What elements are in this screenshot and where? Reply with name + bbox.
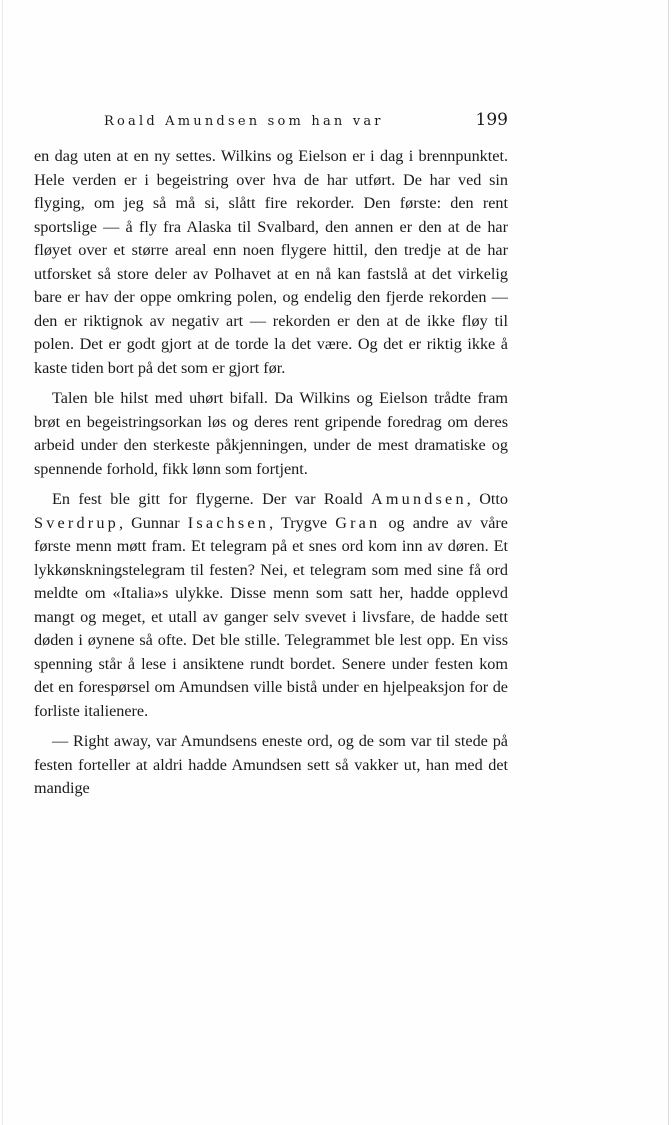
body-text	[34, 145, 508, 801]
page-edge-right	[668, 0, 669, 1125]
paragraph-3-segment: , Trygve	[269, 513, 336, 532]
paragraph-2: Talen ble hilst med uhørt bifall. Da Wilkins og Eielson trådte fram brøt en begeistringsorkan løs og deres rent gripende foredrag om deres arbeid under den sterkeste påkjenningen, under de mest dramatiske og spennende forhold, fikk lønn som fortjent.	[34, 389, 508, 478]
paragraph-3-segment: , Otto	[466, 490, 509, 508]
page-edge-left	[2, 0, 3, 1125]
paragraph-4: — Right away, var Amundsens eneste ord, og de som var til stede på festen forteller at aldri hadde Amundsen sett så vakker ut, han med det mandige	[34, 732, 508, 797]
spaced-name-isachsen: Isachsen	[187, 513, 270, 532]
spaced-name-sverdrup: Sverdrup	[34, 513, 119, 532]
spaced-name-amundsen: Amundsen	[371, 490, 467, 508]
paragraph-1: en dag uten at en ny settes. Wilkins og Eielson er i dag i brennpunktet. Hele verden er i begeistring over hva de har utført. De har ved sin flyging, om jeg så må si, slått fire rekorder. Den første: den rent sportslige — å fly fra Alaska til Svalbard, den annen er den at de har fløyet over et større areal enn noen flygere hittil, den tredje at de har utforsket så store deler av Polhavet at en nå kan fastslå at det virkelig bare er hav der oppe omkring polen, og endelig den fjerde rekorden — den er riktignok av negativ art — rekorden er den at de ikke fløy til polen. Det er godt gjort at de torde la det være. Og det er riktig ikke å kaste tiden bort på det som er gjort før.	[34, 147, 508, 377]
paragraph-3-segment: , Gunnar	[118, 513, 188, 532]
running-head-title: Roald Amundsen som han var	[104, 114, 384, 129]
paragraph-3-segment: En fest ble gitt for flygerne. Der var Roald	[52, 490, 371, 508]
page-number: 199	[475, 110, 508, 130]
paragraph-3-segment: og andre av våre første menn møtt fram. Et telegram på et snes ord kom inn av døren. Et lykkønskningstelegram til festen? Nei, et telegram som med sine få ord meldte om «Italia»s ulykke. Disse menn som satt her, hadde opplevd mangt og meget, et utall av ganger selv svevet i livsfare, de hadde sett døden i øynene så ofte. Det ble stille. Telegrammet ble lest opp. En viss spenning står å lese i ansiktene rundt bordet. Senere under festen kom det en forespørsel om Amundsen ville bistå under en hjelpeaksjon for de forliste italienere.	[34, 513, 508, 720]
paragraph-3	[34, 488, 508, 723]
running-head	[104, 110, 508, 132]
spaced-name-gran: Gran	[335, 513, 381, 532]
